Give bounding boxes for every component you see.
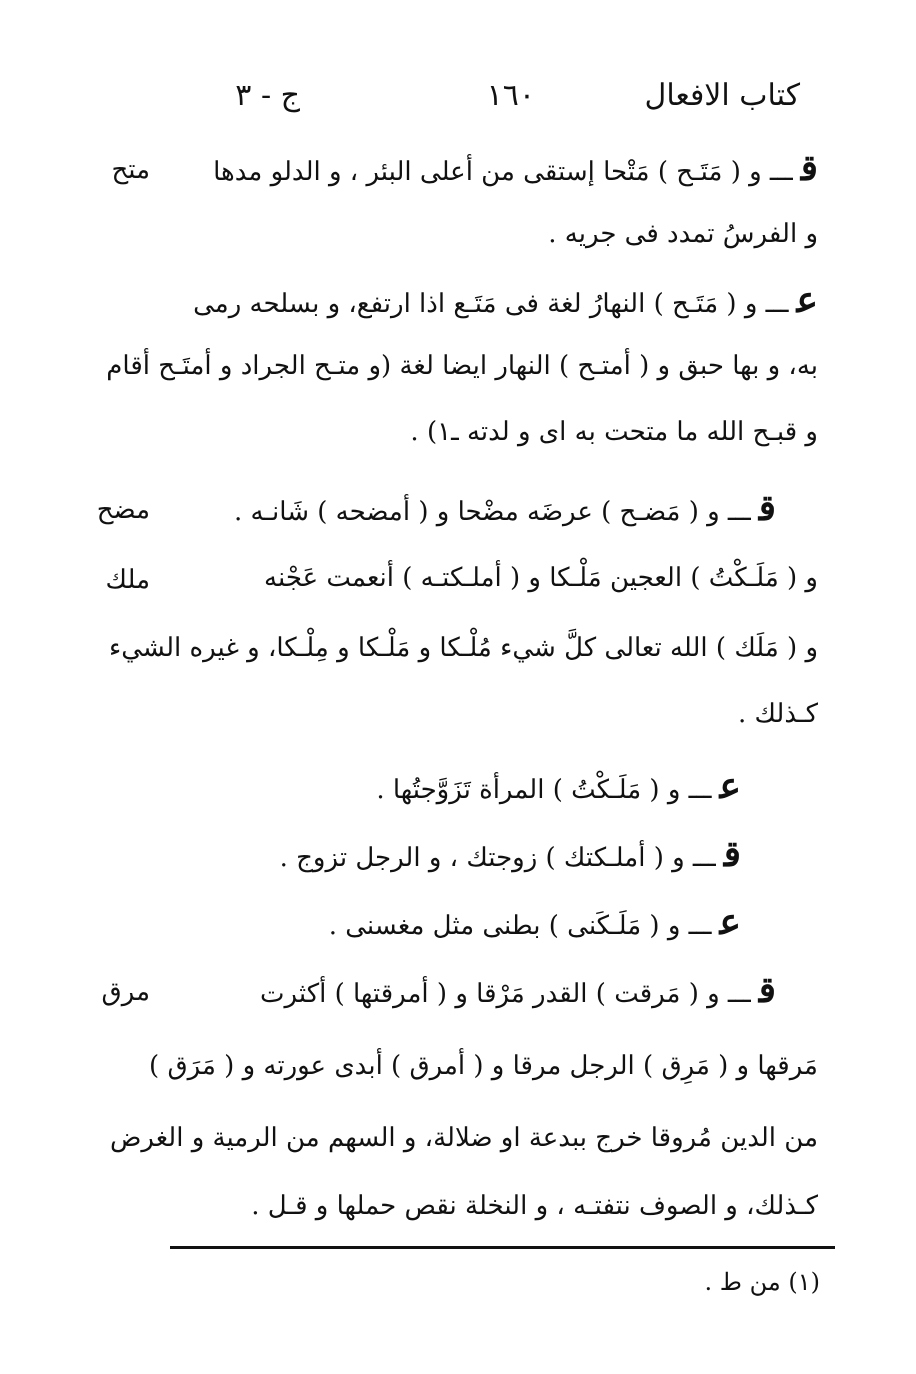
- line-marker: ع: [796, 279, 818, 321]
- margin-root-mtḥ: متح: [111, 155, 150, 185]
- line-text: ـــ و ( مَلَـكْتُ ) المرأة تَزَوَّجتُها .: [376, 775, 712, 805]
- text-line: [329, 902, 741, 946]
- line-marker: ق: [758, 487, 776, 529]
- line-text: ـــ و ( مَرقت ) القدر مَرْقا و ( أمرقتها ) أكثرت: [260, 979, 751, 1009]
- line-text: مَرقها و ( مَرِق ) الرجل مرقا و ( أمرق ) أبدى عورته و ( مَرَق ): [149, 1051, 818, 1081]
- margin-root-mrq: مرق: [101, 977, 150, 1007]
- line-text: ـــ و ( مَلَـكَنى ) بطنى مثل مغسنى .: [328, 911, 712, 941]
- line-text: كـذلك، و الصوف نتفتـه ، و النخلة نقص حملها و قـل .: [251, 1191, 818, 1221]
- text-line: [260, 970, 776, 1014]
- footnote-divider: [170, 1246, 835, 1249]
- text-line: [280, 834, 741, 878]
- text-line: [106, 346, 818, 386]
- text-line: [738, 694, 818, 734]
- text-line: [149, 1046, 818, 1086]
- line-marker: ق: [758, 969, 776, 1011]
- text-line: [234, 488, 776, 532]
- text-line: [410, 412, 818, 452]
- volume-label: ج - ٣: [235, 78, 300, 113]
- line-text: من الدين مُروقا خرج ببدعة او ضلالة، و السهم من الرمية و الغرض: [109, 1123, 818, 1153]
- line-text: و قبـح الله ما متحت به اى و لدته ـ١) .: [410, 417, 818, 447]
- line-text: ـــ و ( مَضـح ) عرضَه مضْحا و ( أمضحه ) شَانـه .: [233, 497, 751, 527]
- text-line: [193, 280, 818, 324]
- page-header: [200, 78, 800, 126]
- text-line: [251, 1186, 818, 1226]
- page-number: ١٦٠: [486, 78, 535, 113]
- margin-root-mlk: ملك: [105, 565, 150, 595]
- text-line: [109, 628, 818, 668]
- line-text: به، و بها حبق و ( أمتـح ) النهار ايضا لغة (و متـح الجراد و أمتَـح أقام: [106, 351, 818, 381]
- margin-root-mḍḥ: مضح: [96, 495, 150, 525]
- text-line: [110, 1118, 818, 1158]
- text-line: [213, 148, 818, 192]
- line-text: كـذلك .: [737, 699, 818, 729]
- text-line: [376, 766, 741, 810]
- line-text: ـــ و ( مَتَـح ) النهارُ لغة فى مَتَـع اذا ارتفع، و بسلحه رمى: [193, 289, 789, 319]
- footnote: (١) من ط .: [704, 1268, 820, 1296]
- book-title: كتاب الافعال: [644, 78, 800, 113]
- text-line: [264, 558, 818, 598]
- line-text: ـــ و ( مَتَـح ) مَتْحا إستقى من أعلى البئر ، و الدلو مدها: [213, 157, 793, 187]
- line-text: و ( مَلَك ) الله تعالى كلَّ شيء مُلْـكا و مَلْـكا و مِلْـكا، و غيره الشيء: [109, 633, 818, 663]
- line-marker: ع: [719, 901, 741, 943]
- text-line: [548, 214, 818, 254]
- line-text: و ( مَلَـكْتُ ) العجين مَلْـكا و ( أملـكتـه ) أنعمت عَجْنه: [264, 563, 818, 593]
- line-text: ـــ و ( أملـكتك ) زوجتك ، و الرجل تزوج .: [279, 843, 716, 873]
- line-marker: ق: [800, 147, 818, 189]
- line-text: و الفرسُ تمدد فى جريه .: [548, 219, 818, 249]
- line-marker: ق: [723, 833, 741, 875]
- line-marker: ع: [719, 765, 741, 807]
